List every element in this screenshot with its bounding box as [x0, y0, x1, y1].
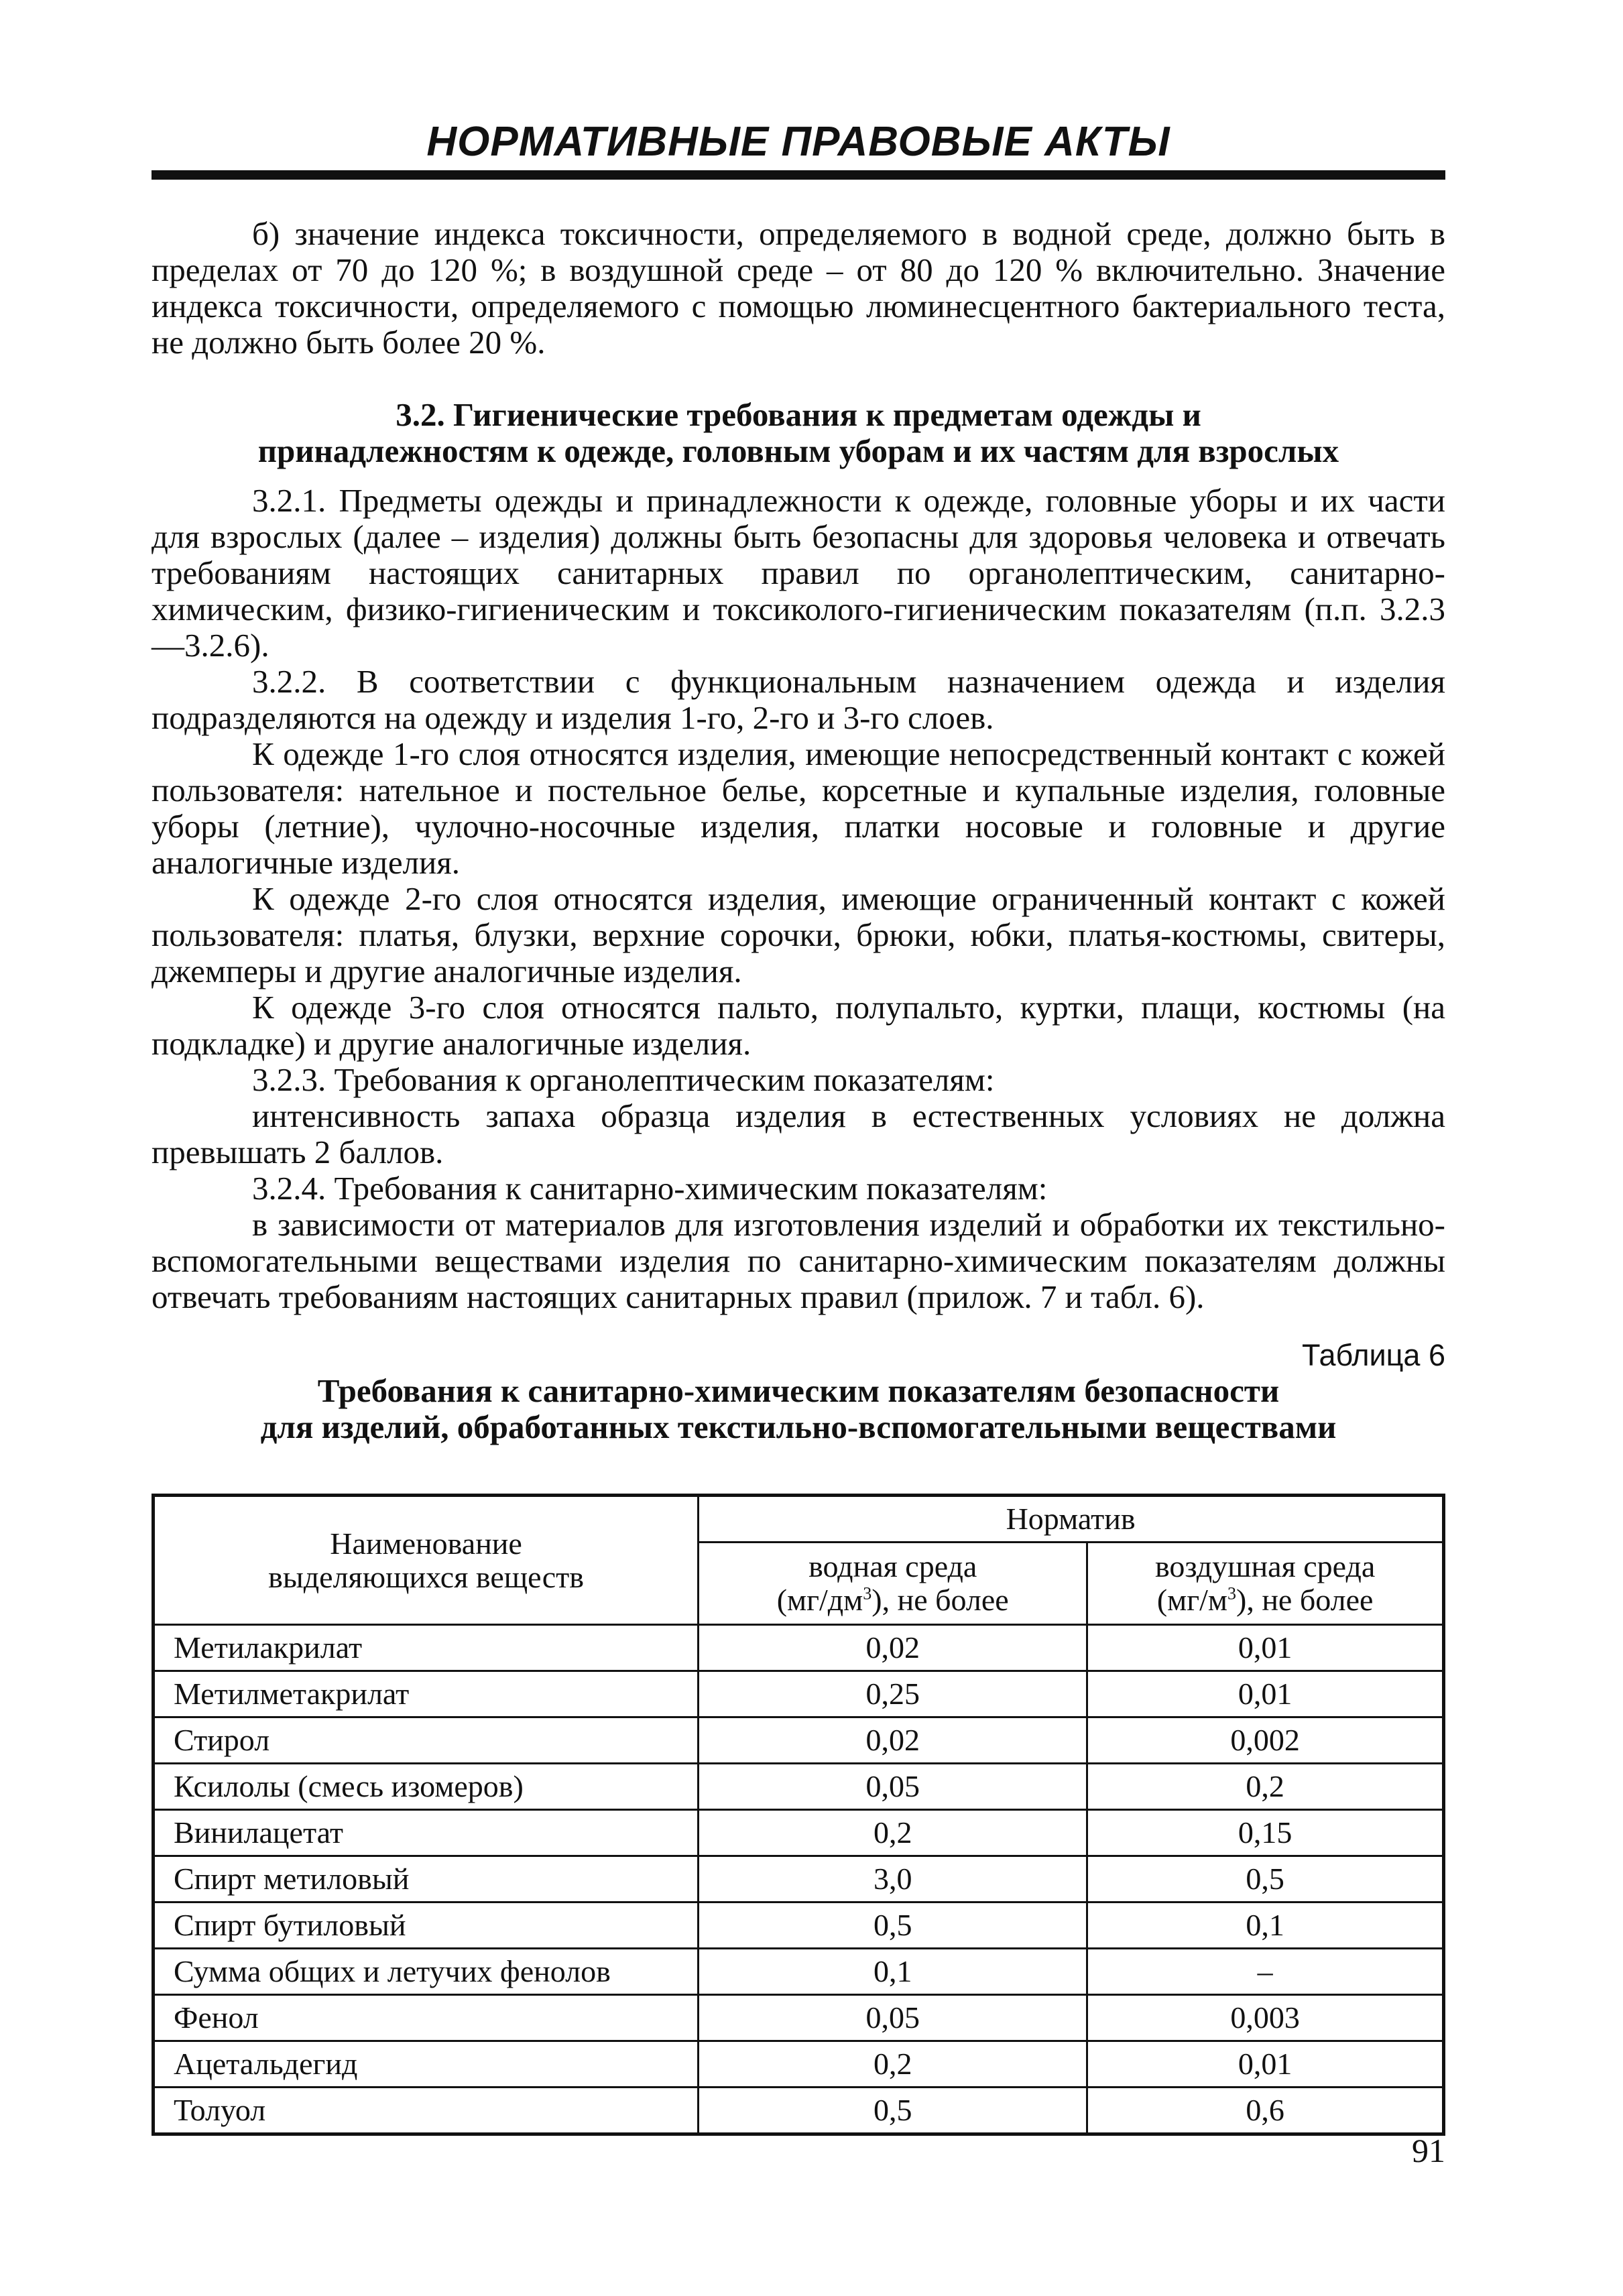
- table-row: [154, 2041, 1444, 2088]
- header-air-unit-post: ), не более: [1236, 1583, 1374, 1617]
- header-air-unit-sup: 3: [1227, 1583, 1236, 1604]
- section-heading: [152, 397, 1445, 469]
- substance-name: Стирол: [154, 1717, 699, 1764]
- page-content: [152, 216, 1445, 2136]
- table-row: [154, 1902, 1444, 1949]
- air-value: 0,01: [1087, 1625, 1444, 1671]
- header-rule: [152, 170, 1445, 180]
- air-value: 0,002: [1087, 1717, 1444, 1764]
- header-air-medium-line-1: воздушная среда: [1154, 1549, 1376, 1583]
- water-value: 0,5: [699, 2088, 1087, 2134]
- table-label: Таблица 6: [1302, 1338, 1445, 1372]
- substance-name: Винилацетат: [154, 1810, 699, 1856]
- table-row: [154, 1671, 1444, 1717]
- paragraph-layer-3: К одежде 3-го слоя относятся пальто, полупальто, куртки, плащи, костюмы (на подкладке) и другие аналогичные изделия.: [152, 989, 1445, 1062]
- substance-name: Сумма общих и летучих фенолов: [154, 1949, 699, 1995]
- air-value: 0,2: [1087, 1764, 1444, 1810]
- table-row: [154, 1810, 1444, 1856]
- page-number: 91: [1412, 2132, 1445, 2169]
- header-water-medium-line-1: водная среда: [808, 1549, 977, 1583]
- header-air-medium: [1087, 1543, 1444, 1625]
- water-value: 3,0: [699, 1856, 1087, 1902]
- paragraph-3-2-3: 3.2.3. Требования к органолептическим показателям:: [252, 1061, 995, 1098]
- air-value: 0,5: [1087, 1856, 1444, 1902]
- section-heading-line-1: 3.2. Гигиенические требования к предметам одежды и: [396, 396, 1201, 433]
- water-value: 0,05: [699, 1764, 1087, 1810]
- water-value: 0,2: [699, 1810, 1087, 1856]
- substance-name: Фенол: [154, 1995, 699, 2041]
- air-value: 0,15: [1087, 1810, 1444, 1856]
- paragraph-3-2-1: 3.2.1. Предметы одежды и принадлежности к одежде, головные уборы и их части для взрослых (далее – изделия) должны быть безопасны для здоровья человека и отвечать требованиям настоящих санитарных правил по органолептическим, санитарно-химическим, физико-гигиеническим и токсиколого-гигиеническим показателям (п.п. 3.2.3—3.2.6).: [152, 482, 1445, 664]
- table-row: [154, 1949, 1444, 1995]
- water-value: 0,1: [699, 1949, 1087, 1995]
- water-value: 0,02: [699, 1717, 1087, 1764]
- table-title: [152, 1373, 1445, 1445]
- air-value: 0,01: [1087, 1671, 1444, 1717]
- substance-name: Ксилолы (смесь изомеров): [154, 1764, 699, 1810]
- section-heading-line-2: принадлежностям к одежде, головным уборам и их частям для взрослых: [257, 432, 1339, 469]
- water-value: 0,2: [699, 2041, 1087, 2088]
- paragraph-layer-2: К одежде 2-го слоя относятся изделия, имеющие ограниченный контакт с кожей пользователя: платья, блузки, верхние сорочки, брюки, юбки, платья-костюмы, свитеры, джемперы и другие аналогичные изделия.: [152, 880, 1445, 989]
- table-row: [154, 1764, 1444, 1810]
- paragraph-3-2-2: 3.2.2. В соответствии с функциональным назначением одежда и изделия подразделяются на одежду и изделия 1-го, 2-го и 3-го слоев.: [152, 663, 1445, 736]
- water-value: 0,5: [699, 1902, 1087, 1949]
- air-value: 0,01: [1087, 2041, 1444, 2088]
- header-water-medium: [699, 1543, 1087, 1625]
- paragraph-3-2-4: 3.2.4. Требования к санитарно-химическим показателям:: [252, 1170, 1048, 1207]
- air-value: 0,6: [1087, 2088, 1444, 2134]
- air-value: –: [1087, 1949, 1444, 1995]
- substance-name: Ацетальдегид: [154, 2041, 699, 2088]
- water-value: 0,25: [699, 1671, 1087, 1717]
- air-value: 0,1: [1087, 1902, 1444, 1949]
- header-water-unit-sup: 3: [863, 1583, 872, 1604]
- paragraph-materials: в зависимости от материалов для изготовления изделий и обработки их текстильно-вспомогательными веществами изделия по санитарно-химическим показателям должны отвечать требованиям настоящих санитарных правил (прилож. 7 и табл. 6).: [152, 1206, 1445, 1315]
- header-substance-name-line-1: Наименование: [330, 1526, 522, 1561]
- substance-name: Метилметакрилат: [154, 1671, 699, 1717]
- table-row: [154, 1717, 1444, 1764]
- substance-name: Толуол: [154, 2088, 699, 2134]
- table-title-line-2: для изделий, обработанных текстильно-вспомогательными веществами: [260, 1408, 1337, 1445]
- table-row: [154, 1856, 1444, 1902]
- header-water-unit-pre: (мг/дм: [776, 1583, 863, 1617]
- water-value: 0,05: [699, 1995, 1087, 2041]
- water-value: 0,02: [699, 1625, 1087, 1671]
- header-air-unit: [1157, 1583, 1374, 1617]
- header-norm: Норматив: [699, 1496, 1444, 1543]
- running-header: НОРМАТИВНЫЕ ПРАВОВЫЕ АКТЫ: [426, 119, 1170, 165]
- substance-name: Спирт метиловый: [154, 1856, 699, 1902]
- table-row: [154, 1995, 1444, 2041]
- paragraph-odor: интенсивность запаха образца изделия в естественных условиях не должна превышать 2 баллов.: [152, 1097, 1445, 1170]
- air-value: 0,003: [1087, 1995, 1444, 2041]
- substance-name: Метилакрилат: [154, 1625, 699, 1671]
- paragraph-toxicity-index: б) значение индекса токсичности, определяемого в водной среде, должно быть в пределах от 70 до 120 %; в воздушной среде – от 80 до 120 % включительно. Значение индекса токсичности, определяемого с помощью люминесцентного бактериального теста, не должно быть более 20 %.: [152, 215, 1445, 361]
- table-row: [154, 1625, 1444, 1671]
- substance-name: Спирт бутиловый: [154, 1902, 699, 1949]
- header-water-unit-post: ), не более: [871, 1583, 1009, 1617]
- norms-table: [152, 1494, 1445, 2136]
- header-substance-name: [154, 1496, 699, 1625]
- table-title-line-1: Требования к санитарно-химическим показателям безопасности: [317, 1372, 1280, 1409]
- header-substance-name-line-2: выделяющихся веществ: [268, 1559, 584, 1594]
- paragraph-layer-1: К одежде 1-го слоя относятся изделия, имеющие непосредственный контакт с кожей пользователя: нательное и постельное белье, корсетные и купальные изделия, головные уборы (летние), чулочно-носочные изделия, платки носовые и головные и другие аналогичные изделия.: [152, 735, 1445, 881]
- header-air-unit-pre: (мг/м: [1156, 1583, 1227, 1617]
- header-water-unit: [777, 1583, 1009, 1617]
- table-row: [154, 2088, 1444, 2134]
